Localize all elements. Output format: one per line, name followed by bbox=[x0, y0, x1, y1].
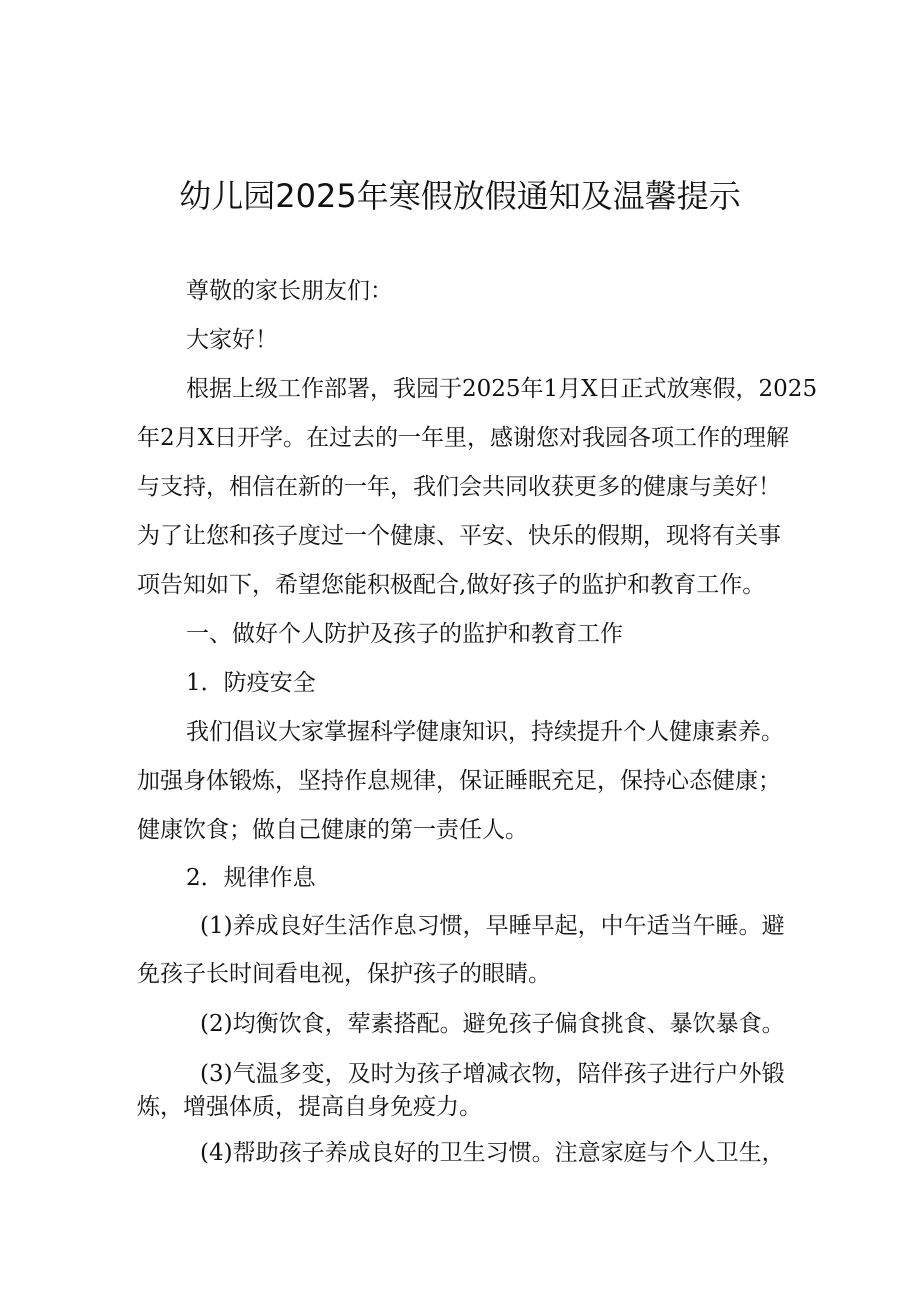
item-2-heading: 2．规律作息 bbox=[186, 865, 316, 891]
intro-line-3: 与支持，相信在新的一年，我们会共同收获更多的健康与美好！ bbox=[137, 474, 781, 500]
item-1-line-3: 健康饮食；做自己健康的第一责任人。 bbox=[137, 817, 528, 843]
item-1-heading: 1．防疫安全 bbox=[186, 670, 316, 696]
document-title: 幼儿园2025年寒假放假通知及温馨提示 bbox=[179, 177, 741, 215]
section-1-heading: 一、做好个人防护及孩子的监护和教育工作 bbox=[186, 621, 623, 647]
intro-line-2: 年2月X日开学。在过去的一年里，感谢您对我园各项工作的理解 bbox=[137, 425, 790, 451]
item-2-p1-line-2: 免孩子长时间看电视，保护孩子的眼睛。 bbox=[137, 961, 551, 987]
intro-line-1: 根据上级工作部署，我园于2025年1月X日正式放寒假，2025 bbox=[186, 376, 818, 402]
item-2-p3-line-1: (3)气温多变，及时为孩子增减衣物，陪伴孩子进行户外锻 bbox=[200, 1061, 785, 1087]
item-2-p3-line-2: 炼，增强体质，提高自身免疫力。 bbox=[137, 1094, 482, 1120]
intro-line-5: 项告知如下，希望您能积极配合,做好孩子的监护和教育工作。 bbox=[137, 572, 766, 598]
item-2-p2-line-1: (2)均衡饮食，荤素搭配。避免孩子偏食挑食、暴饮暴食。 bbox=[200, 1011, 785, 1037]
greeting: 大家好！ bbox=[186, 327, 278, 353]
item-1-line-1: 我们倡议大家掌握科学健康知识，持续提升个人健康素养。 bbox=[186, 719, 784, 745]
item-2-p1-line-1: (1)养成良好生活作息习惯，早睡早起，中午适当午睡。避 bbox=[200, 913, 785, 939]
intro-line-4: 为了让您和孩子度过一个健康、平安、快乐的假期，现将有关事 bbox=[137, 523, 781, 549]
item-2-p4-line-1: (4)帮助孩子养成良好的卫生习惯。注意家庭与个人卫生， bbox=[200, 1140, 785, 1166]
salutation: 尊敬的家长朋友们： bbox=[186, 278, 393, 304]
item-1-line-2: 加强身体锻炼，坚持作息规律，保证睡眠充足，保持心态健康； bbox=[137, 768, 781, 794]
